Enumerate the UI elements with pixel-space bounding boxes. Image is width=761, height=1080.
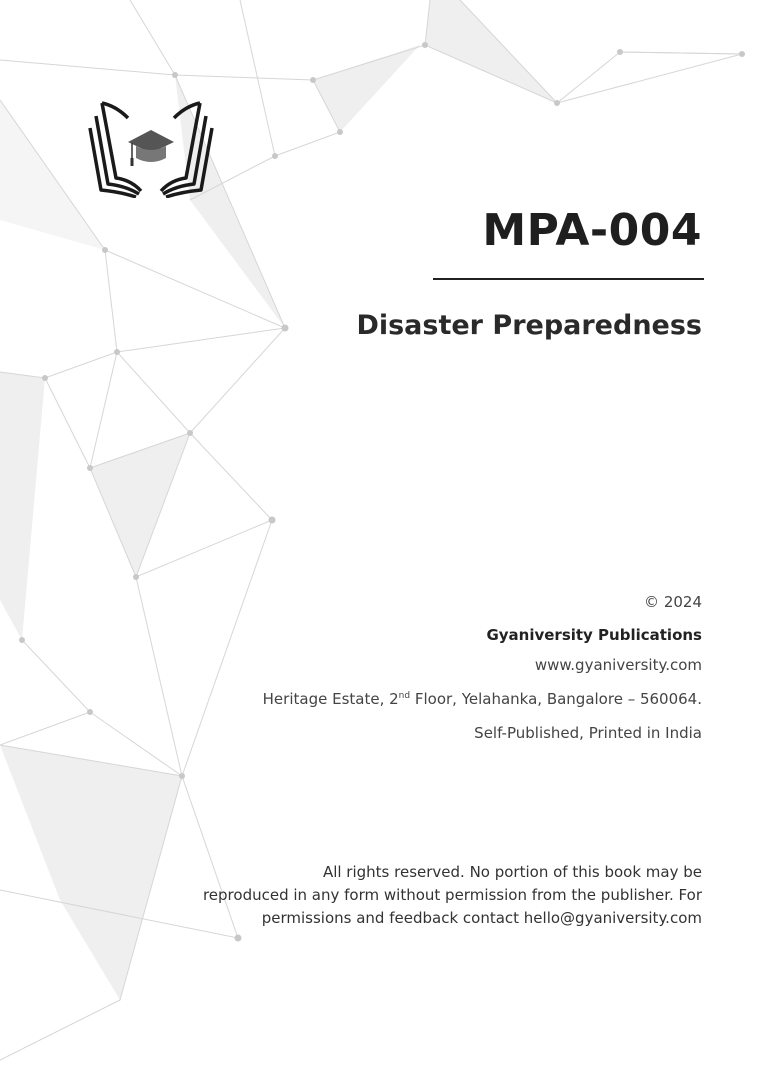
copyright-year: © 2024 — [644, 593, 702, 611]
course-code-title: MPA-004 — [482, 205, 702, 256]
course-subject-title: Disaster Preparedness — [356, 310, 702, 341]
rights-line: reproduced in any form without permission from the publisher. For — [202, 886, 702, 904]
publisher-address — [263, 690, 702, 708]
rights-line: permissions and feedback contact hello@gyaniversity.com — [261, 909, 702, 927]
publisher-name: Gyaniversity Publications — [486, 626, 702, 644]
address-ordinal: nd — [398, 691, 411, 701]
printed-note: Self-Published, Printed in India — [474, 724, 702, 742]
address-part: Heritage Estate, 2 — [262, 690, 399, 708]
publisher-logo-book-icon — [86, 98, 216, 198]
rights-notice — [203, 861, 702, 930]
rights-line: All rights reserved. No portion of this book may be — [322, 863, 702, 881]
address-part: Floor, Yelahanka, Bangalore – 560064. — [410, 690, 702, 708]
title-divider — [433, 278, 704, 280]
publisher-website: www.gyaniversity.com — [534, 656, 702, 674]
